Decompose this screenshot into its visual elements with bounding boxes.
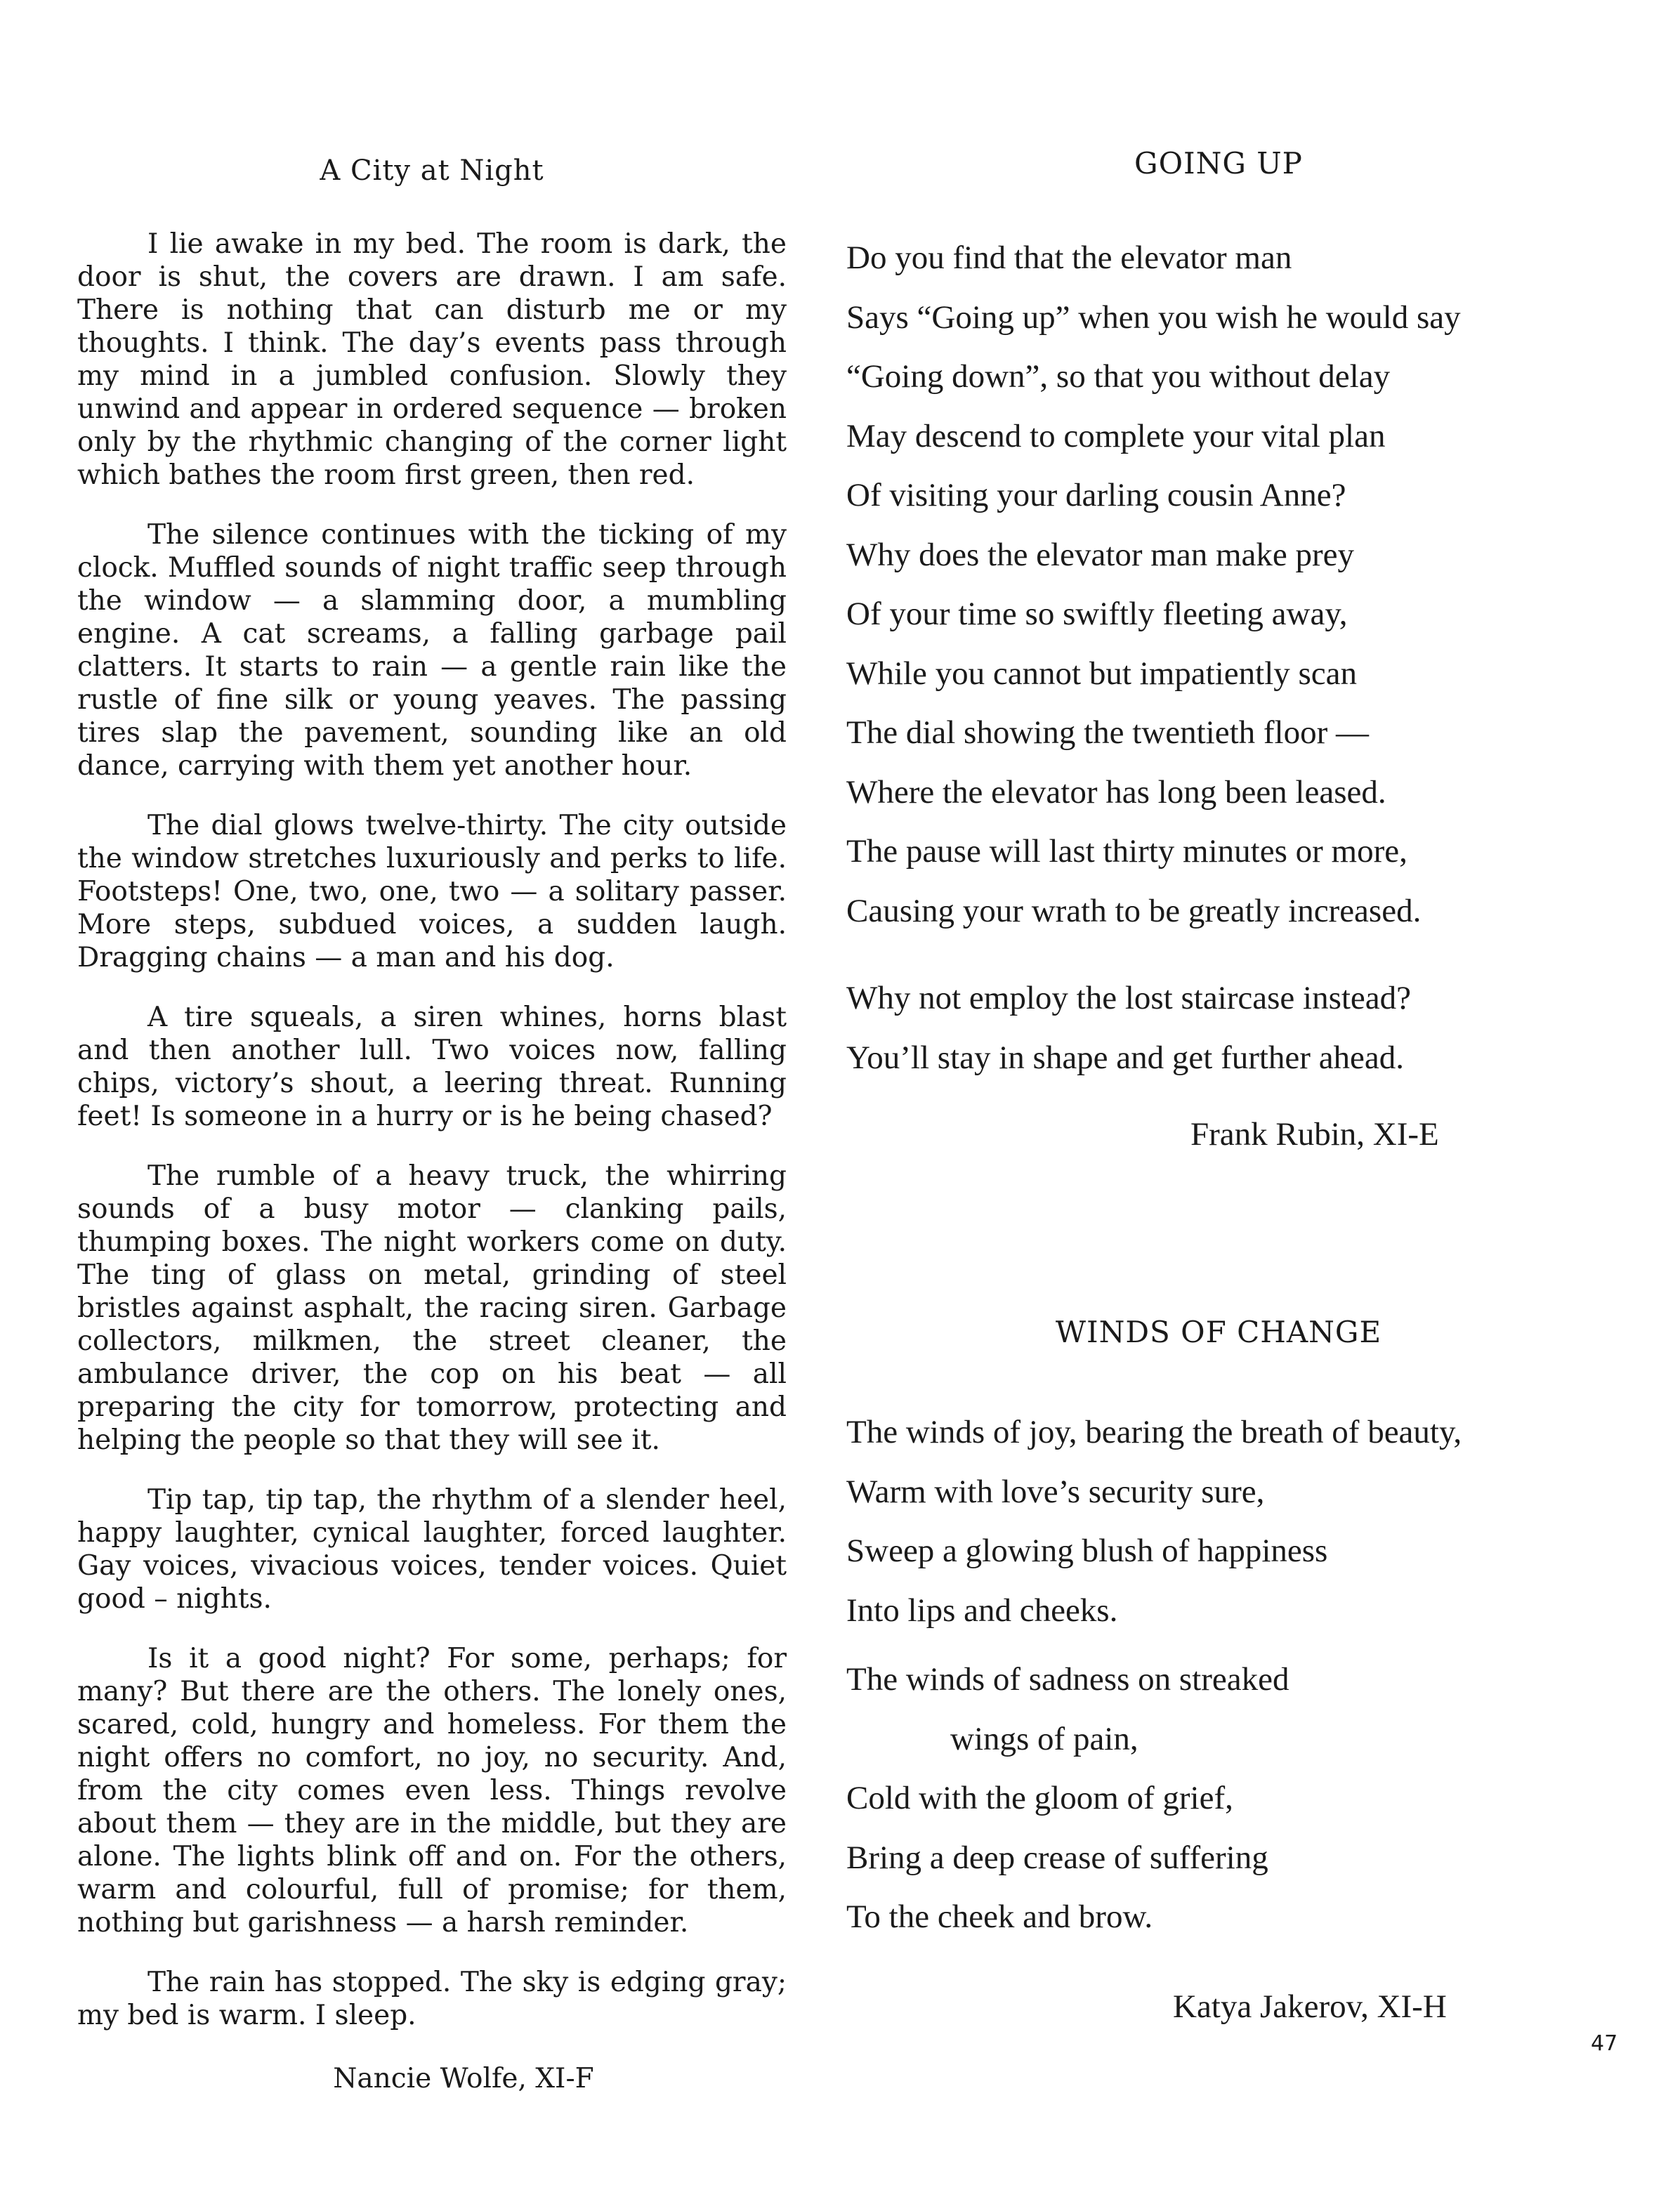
essay-paragraph: The rumble of a heavy truck, the whirring sounds of a busy motor — clanking pails, thumping boxes. The night workers come on duty. The ting of glass on metal, grinding of steel bristles against asphalt, the racing siren. Garbage collectors, milkmen, the street cleaner, the ambulance driver, the cop on his beat — all preparing the city for tomorrow, protecting and helping the people so that they will see it. xyxy=(77,1160,787,1456)
poem-going-up xyxy=(846,228,1591,1087)
poem-line: Sweep a glowing blush of happiness xyxy=(846,1533,1328,1569)
stanza-break xyxy=(846,940,1591,969)
poem-line: May descend to complete your vital plan xyxy=(846,417,1386,454)
essay-paragraph: I lie awake in my bed. The room is dark, the door is shut, the covers are drawn. I am safe. There is nothing that can disturb me or my thoughts. I think. The day’s events pass through my mind in a jumbled confusion. Slowly they unwind and appear in ordered sequence — broken only by the rhythmic changing of the corner light which bathes the room first green, then red. xyxy=(77,228,787,491)
poem-line: Cold with the gloom of grief, xyxy=(846,1780,1233,1816)
poem-line: Says “Going up” when you wish he would say xyxy=(846,299,1461,336)
page-number: 47 xyxy=(1591,2031,1618,2056)
poem-line: Causing your wrath to be greatly increased. xyxy=(846,892,1422,929)
poem-line: Into lips and cheeks. xyxy=(846,1592,1118,1629)
essay-paragraph: A tire squeals, a siren whines, horns blast and then another lull. Two voices now, falling chips, victory’s shout, a leering threat. Running feet! Is someone in a hurry or is he being chased? xyxy=(77,1002,787,1132)
left-column xyxy=(77,140,787,2094)
poem-line: You’ll stay in shape and get further ahead. xyxy=(846,1039,1405,1076)
poem-line: The winds of sadness on streaked xyxy=(846,1661,1289,1698)
poem-line: Where the elevator has long been leased. xyxy=(846,773,1386,811)
poem-line: “Going down”, so that you without delay xyxy=(846,358,1391,395)
poem-line: To the cheek and brow. xyxy=(846,1898,1153,1935)
poem-line: The pause will last thirty minutes or more, xyxy=(846,833,1407,870)
poem-title-winds-of-change: WINDS OF CHANGE xyxy=(1055,1315,1382,1349)
poem-line: Why not employ the lost staircase instead? xyxy=(846,980,1412,1016)
poem-line: While you cannot but impatiently scan xyxy=(846,655,1358,692)
poem-line: Warm with love’s security sure, xyxy=(846,1473,1265,1510)
poem-line-indented: wings of pain, xyxy=(950,1720,1138,1757)
essay-paragraph: The silence continues with the ticking of my clock. Muffled sounds of night traffic seep through the window — a slamming door, a mumbling engine. A cat screams, a falling garbage pail clatters. It starts to rain — a gentle rain like the rustle of fine silk or young yeaves. The passing tires slap the pavement, sounding like an old dance, carrying with them yet another hour. xyxy=(77,519,787,782)
poem-line: The winds of joy, bearing the breath of beauty, xyxy=(846,1414,1462,1450)
essay-body xyxy=(77,228,787,2032)
essay-author: Nancie Wolfe, XI-F xyxy=(333,2063,594,2094)
poem-line: The dial showing the twentieth floor — xyxy=(846,714,1370,751)
poem-winds-of-change xyxy=(846,1403,1591,1947)
essay-paragraph: The rain has stopped. The sky is edging gray; my bed is warm. I sleep. xyxy=(77,1967,787,2031)
poem-line: Of your time so swiftly fleeting away, xyxy=(846,596,1348,632)
stanza-break xyxy=(846,1640,1591,1650)
right-column xyxy=(846,140,1591,2026)
poem-line: Bring a deep crease of suffering xyxy=(846,1839,1268,1876)
poem-author-going-up: Frank Rubin, XI-E xyxy=(1190,1116,1439,1153)
poem-line: Why does the elevator man make prey xyxy=(846,536,1354,573)
poem-line: Of visiting your darling cousin Anne? xyxy=(846,477,1346,513)
essay-paragraph: Tip tap, tip tap, the rhythm of a slender heel, happy laughter, cynical laughter, forced laughter. Gay voices, vivacious voices, tender voices. Quiet good – nights. xyxy=(77,1484,787,1615)
poem-line: Do you find that the elevator man xyxy=(846,240,1292,276)
poem-title-going-up: GOING UP xyxy=(1134,146,1303,181)
essay-paragraph: The dial glows twelve-thirty. The city outside the window stretches luxuriously and perks to life. Footsteps! One, two, one, two — a solitary passer. More steps, subdued voices, a sudden laugh. Dragging chains — a man and his dog. xyxy=(77,810,787,973)
essay-paragraph: Is it a good night? For some, perhaps; for many? But there are the others. The lonely ones, scared, cold, hungry and homeless. For them the night offers no comfort, no joy, no security. And, from the city comes even less. Things revolve about them — they are in the middle, but they are alone. The lights blink off and on. For the others, warm and colourful, full of promise; for them, nothing but garishness — a harsh reminder. xyxy=(77,1643,787,1939)
poem-author-winds-of-change: Katya Jakerov, XI-H xyxy=(1173,1988,1447,2025)
essay-title: A City at Night xyxy=(320,155,544,187)
